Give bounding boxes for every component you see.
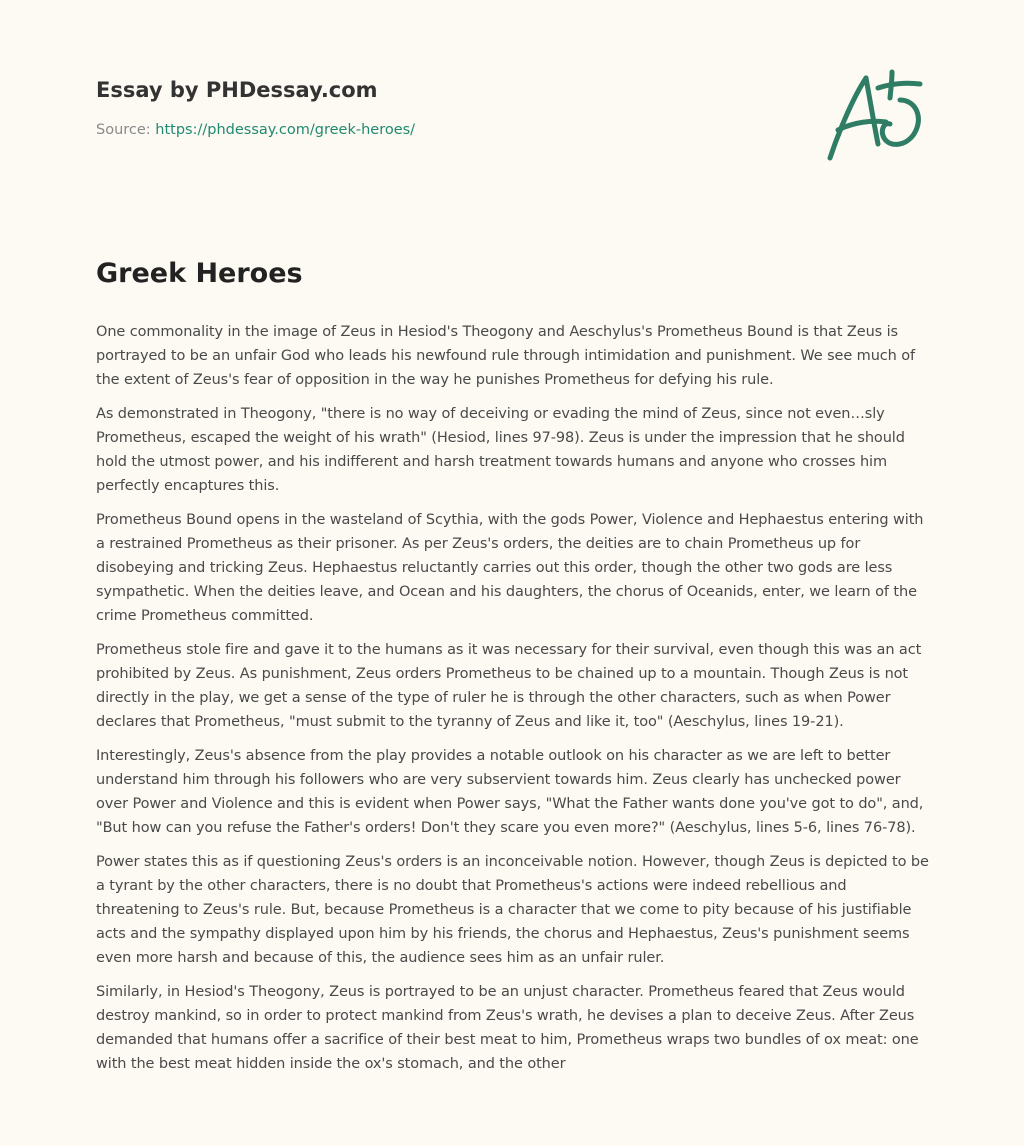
- essay-paragraph: Power states this as if questioning Zeus's orders is an inconceivable notion. However, though Zeus is depicted to be a tyrant by the other characters, there is no doubt that Prometheus's actions were indeed rebellious and threatening to Zeus's rule. But, because Prometheus is a character that we come to pity because of his justifiable acts and the sympathy displayed upon him by his friends, the chorus and Hephaestus, Zeus's punishment seems even more harsh and because of this, the audience sees him as an unfair ruler.: [96, 854, 929, 966]
- a-plus-logo-icon: [820, 66, 930, 166]
- essay-paragraph: Interestingly, Zeus's absence from the play provides a notable outlook on his character as we are left to better understand him through his followers who are very subservient towards him. Zeus clearly has unchecked power over Power and Violence and this is evident when Power says, "What the Father wants done you've got to do", and, "But how can you refuse the Father's orders! Don't they scare you even more?" (Aeschylus, lines 5-6, lines 76-78).: [96, 748, 924, 836]
- logo-svg: [820, 66, 930, 166]
- source-line: [96, 120, 696, 140]
- source-link[interactable]: https://phdessay.com/greek-heroes/: [155, 122, 416, 138]
- essay-title: Greek Heroes: [96, 258, 303, 289]
- essay-body: [96, 252, 932, 1086]
- essay-paragraph: Prometheus stole fire and gave it to the humans as it was necessary for their survival, even though this was an act prohibited by Zeus. As punishment, Zeus orders Prometheus to be chained up to a mountain. Though Zeus is not directly in the play, we get a sense of the type of ruler he is through the other characters, such as when Power declares that Prometheus, "must submit to the tyranny of Zeus and like it, too" (Aeschylus, lines 19-21).: [96, 642, 922, 730]
- essay-paragraph: As demonstrated in Theogony, "there is no way of deceiving or evading the mind of Zeus, since not even…sly Prometheus, escaped the weight of his wrath" (Hesiod, lines 97-98). Zeus is under the impression that he should hold the utmost power, and his indifferent and harsh treatment towards humans and anyone who crosses him perfectly encaptures this.: [96, 406, 905, 494]
- essay-paragraph: Similarly, in Hesiod's Theogony, Zeus is portrayed to be an unjust character. Prometheus feared that Zeus would destroy mankind, so in order to protect mankind from Zeus's wrath, he devises a plan to deceive Zeus. After Zeus demanded that humans offer a sacrifice of their best meat to him, Prometheus wraps two bundles of ox meat: one with the best meat hidden inside the ox's stomach, and the other: [96, 984, 919, 1072]
- page-header: [96, 74, 696, 140]
- source-label: Source:: [96, 122, 151, 138]
- essay-paragraph: Prometheus Bound opens in the wasteland of Scythia, with the gods Power, Violence and Hephaestus entering with a restrained Prometheus as their prisoner. As per Zeus's orders, the deities are to chain Prometheus up for disobeying and tricking Zeus. Hephaestus reluctantly carries out this order, though the other two gods are less sympathetic. When the deities leave, and Ocean and his daughters, the chorus of Oceanids, enter, we learn of the crime Prometheus committed.: [96, 512, 924, 624]
- essay-paragraph: One commonality in the image of Zeus in Hesiod's Theogony and Aeschylus's Prometheus Bound is that Zeus is portrayed to be an unfair God who leads his newfound rule through intimidation and punishment. We see much of the extent of Zeus's fear of opposition in the way he punishes Prometheus for defying his rule.: [96, 324, 916, 388]
- site-title: Essay by PHDessay.com: [96, 78, 378, 102]
